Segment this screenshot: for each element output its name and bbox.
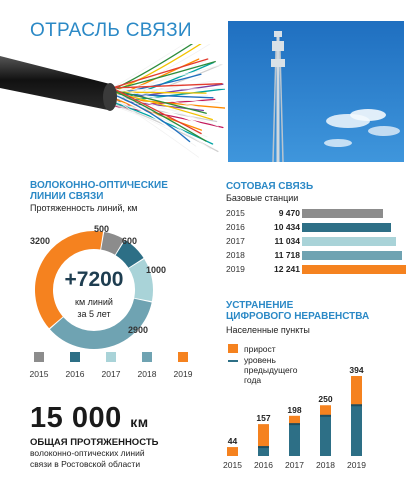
donut-label-2018: 2900 — [128, 325, 149, 335]
vbar-year-label-2019: 2019 — [347, 460, 366, 470]
legend-swatch-2018 — [142, 352, 152, 362]
total-length-value: 15 000 — [30, 402, 122, 434]
hbar-value-2017: 11 034 — [274, 236, 300, 246]
vbar-prev-level-2016 — [258, 446, 269, 448]
hbar-row-2015 — [226, 208, 406, 220]
legend-prev-line1: уровень — [244, 355, 276, 365]
hbar-row-2018 — [226, 250, 406, 262]
total-length-unit: км — [130, 414, 149, 430]
legend-item-2018 — [130, 352, 164, 379]
digital-stacked-bar-chart — [216, 360, 412, 474]
total-desc-line1: волоконно-оптических линий — [30, 448, 145, 458]
page-title: ОТРАСЛЬ СВЯЗИ — [30, 20, 192, 41]
donut-label-2016: 600 — [122, 236, 138, 246]
vbar-total-label-2018: 250 — [318, 394, 333, 405]
vbar-growth-2016 — [258, 424, 269, 447]
digital-subtitle: Населенные пункты — [226, 325, 310, 335]
vbar-prev-level-2018 — [320, 415, 331, 417]
digital-section-title — [226, 300, 369, 322]
vbar-total-label-2016: 157 — [256, 413, 271, 424]
total-length — [30, 402, 149, 435]
vbar-growth-2017 — [289, 416, 300, 424]
hbar-bar-2017 — [302, 237, 396, 246]
legend-year-2018: 2018 — [137, 369, 157, 379]
total-description — [30, 448, 210, 470]
cellular-subtitle: Базовые станции — [226, 193, 299, 203]
vbar-previous-2017 — [289, 424, 300, 456]
legend-swatch-2019 — [178, 352, 188, 362]
vbar-previous-2016 — [258, 447, 269, 456]
hbar-year-2016: 2016 — [226, 222, 245, 232]
legend-item-2015 — [22, 352, 56, 379]
legend-swatch-2017 — [106, 352, 116, 362]
hbar-bar-2015 — [302, 209, 383, 218]
legend-year-2015: 2015 — [29, 369, 49, 379]
hbar-row-2019 — [226, 264, 406, 276]
vbar-year-label-2017: 2017 — [285, 460, 304, 470]
fiber-title-line2: ЛИНИИ СВЯЗИ — [30, 191, 104, 202]
fiber-subtitle: Протяженность линий, км — [30, 203, 138, 213]
fiber-section-title — [30, 180, 168, 202]
donut-center-caption — [34, 296, 154, 320]
hbar-bar-2016 — [302, 223, 391, 232]
vbar-previous-2018 — [320, 416, 331, 456]
hbar-row-2017 — [226, 236, 406, 248]
hbar-bar-2019 — [302, 265, 406, 274]
fiber-cable-image — [0, 44, 225, 164]
vbar-prev-level-2019 — [351, 404, 362, 406]
legend-item-2016 — [58, 352, 92, 379]
donut-center-line1: км линий — [75, 297, 113, 307]
donut-center-line2: за 5 лет — [77, 309, 111, 319]
total-desc-line2: связи в Ростовской области — [30, 459, 141, 469]
donut-slice-2016 — [120, 248, 136, 263]
vbar-year-label-2018: 2018 — [316, 460, 335, 470]
donut-label-2019: 3200 — [30, 236, 51, 246]
hbar-value-2016: 10 434 — [274, 222, 300, 232]
legend-prev-line3: года — [244, 375, 262, 385]
vbar-total-label-2017: 198 — [287, 404, 302, 415]
legend-swatch-2016 — [70, 352, 80, 362]
legend-item-2017 — [94, 352, 128, 379]
legend-prev-line2: предыдущего — [244, 365, 298, 375]
donut-label-2017: 1000 — [146, 265, 167, 275]
cellular-section-title: СОТОВАЯ СВЯЗЬ — [226, 181, 314, 192]
donut-center-value: +7200 — [64, 268, 124, 291]
vbar-previous-2019 — [351, 405, 362, 456]
digital-title-line1: УСТРАНЕНИЕ — [226, 300, 294, 311]
hbar-year-2017: 2017 — [226, 236, 245, 246]
donut-slice-2015 — [103, 241, 120, 247]
hbar-row-2016 — [226, 222, 406, 234]
legend-growth-swatch — [228, 344, 238, 353]
cell-tower-image — [228, 21, 404, 162]
vbar-prev-level-2017 — [289, 423, 300, 425]
hbar-year-2019: 2019 — [226, 264, 245, 274]
legend-growth-label: прирост — [244, 344, 276, 354]
hbar-value-2019: 12 241 — [274, 264, 300, 274]
legend-swatch-2015 — [34, 352, 44, 362]
vbar-growth-2015 — [227, 447, 238, 456]
fiber-title-line1: ВОЛОКОННО-ОПТИЧЕСКИЕ — [30, 180, 168, 191]
legend-year-2017: 2017 — [101, 369, 121, 379]
fiber-strand — [112, 104, 217, 122]
vbar-year-label-2016: 2016 — [254, 460, 273, 470]
vbar-growth-2019 — [351, 376, 362, 405]
fiber-strand — [112, 88, 201, 134]
hbar-value-2018: 11 718 — [274, 250, 300, 260]
legend-year-2019: 2019 — [173, 369, 193, 379]
hbar-value-2015: 9 470 — [278, 208, 300, 218]
hbar-year-2015: 2015 — [226, 208, 245, 218]
vbar-total-label-2015: 44 — [227, 436, 238, 447]
donut-year-legend — [22, 352, 204, 382]
vbar-year-label-2015: 2015 — [223, 460, 242, 470]
legend-year-2016: 2016 — [65, 369, 85, 379]
hbar-bar-2018 — [302, 251, 402, 260]
vbar-total-label-2019: 394 — [349, 365, 364, 375]
digital-title-line2: ЦИФРОВОГО НЕРАВЕНСТВА — [226, 311, 370, 322]
donut-label-2015: 500 — [94, 224, 110, 234]
legend-item-2019 — [166, 352, 200, 379]
total-caption: ОБЩАЯ ПРОТЯЖЕННОСТЬ — [30, 437, 159, 448]
vbar-growth-2018 — [320, 405, 331, 416]
hbar-year-2018: 2018 — [226, 250, 245, 260]
